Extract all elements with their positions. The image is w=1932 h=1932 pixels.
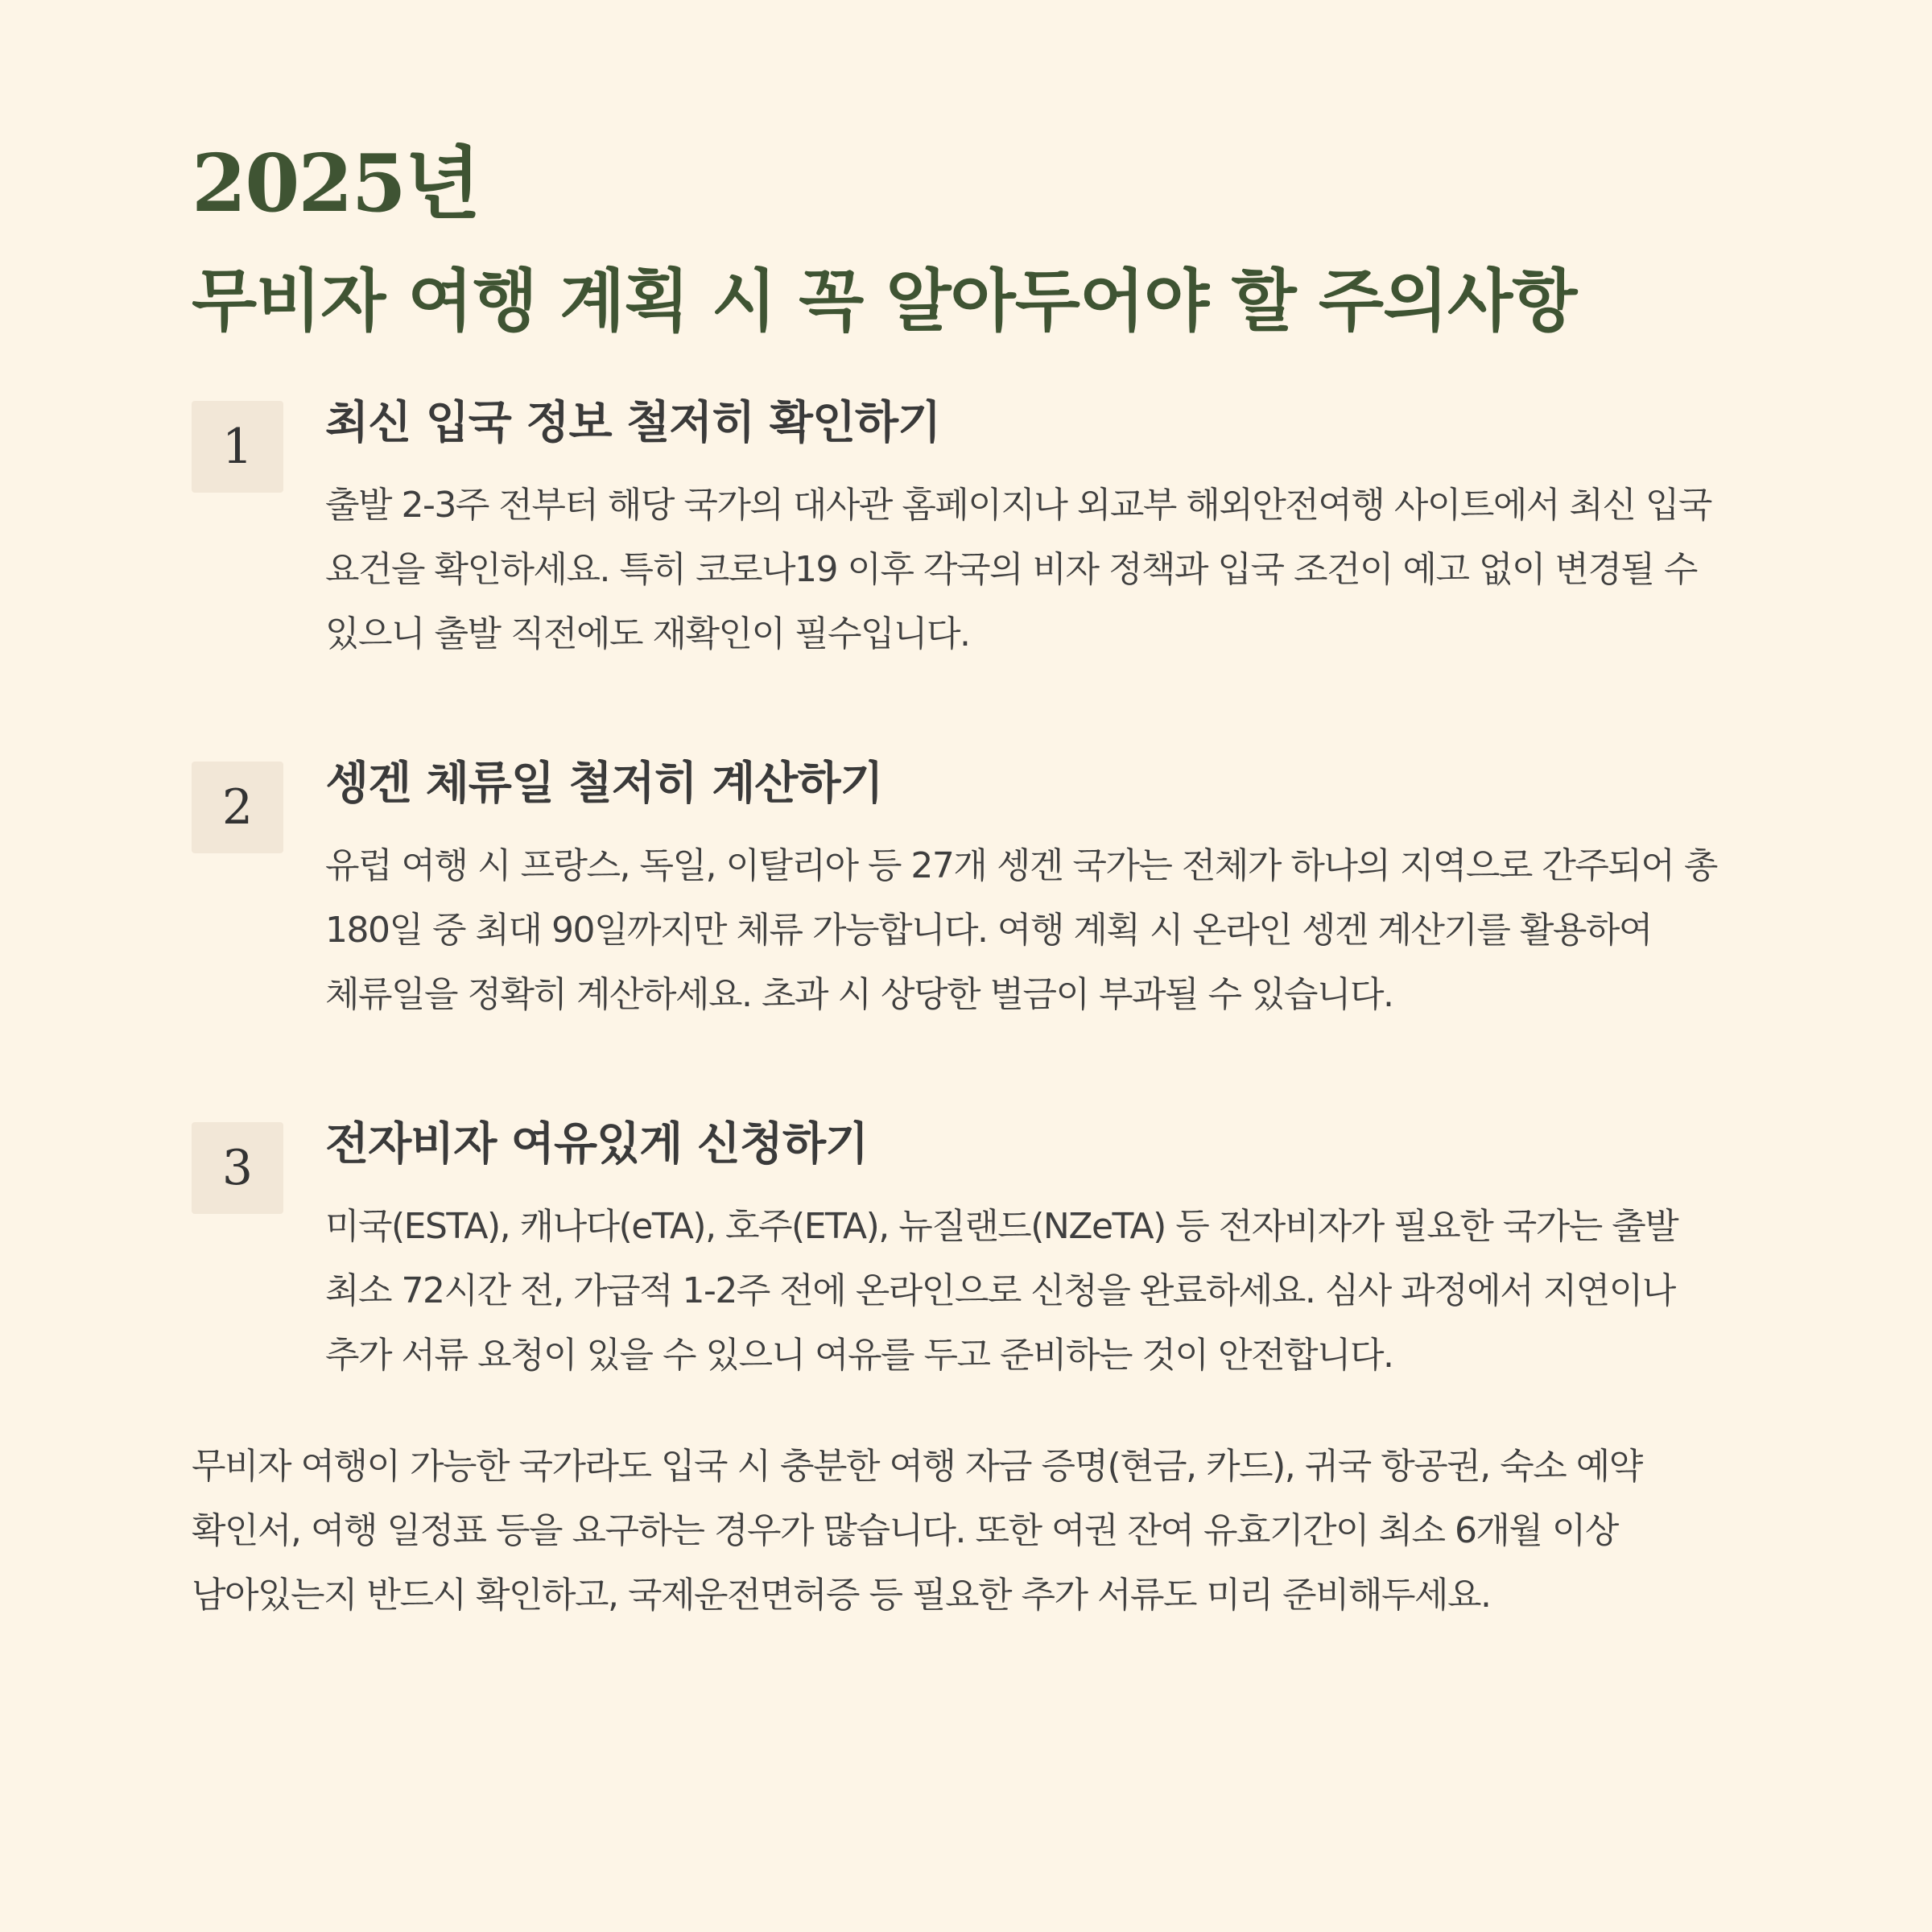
tip-number-badge: 1: [192, 401, 283, 493]
tip-title: 최신 입국 정보 철저히 확인하기: [325, 397, 941, 449]
closing-paragraph: 무비자 여행이 가능한 국가라도 입국 시 충분한 여행 자금 증명(현금, 카드), 귀국 항공권, 숙소 예약 확인서, 여행 일정표 등을 요구하는 경우가 많습니다. 또한 여권 잔여 유효기간이 최소 6개월 이상 남아있는지 반드시 확인하고, 국제운전면허증 등 필요한 추가 서류도 미리 준비해두세요.: [192, 1446, 1642, 1616]
tip-title: 셍겐 체류일 철저히 계산하기: [325, 758, 883, 810]
tip-number-badge: 2: [192, 762, 283, 853]
page-content: [192, 138, 1745, 1628]
year-heading: 2025년: [192, 138, 480, 230]
tip-number-badge: 3: [192, 1122, 283, 1214]
tip-item-1: [192, 397, 1745, 667]
tip-item-3: [192, 1118, 1745, 1388]
tip-body: 유럽 여행 시 프랑스, 독일, 이탈리아 등 27개 셍겐 국가는 전체가 하나의 지역으로 간주되어 총 180일 중 최대 90일까지만 체류 가능합니다. 여행 계획 시 온라인 셍겐 계산기를 활용하여 체류일을 정확히 계산하세요. 초과 시 상당한 벌금이 부과될 수 있습니다.: [325, 845, 1717, 1015]
tip-item-2: [192, 758, 1745, 1027]
tips-list: [192, 397, 1745, 1388]
page-title: 무비자 여행 계획 시 꼭 알아두어야 할 주의사항: [192, 262, 1577, 341]
tip-title: 전자비자 여유있게 신청하기: [325, 1118, 869, 1170]
tip-body: 미국(ESTA), 캐나다(eTA), 호주(ETA), 뉴질랜드(NZeTA) 등 전자비자가 필요한 국가는 출발 최소 72시간 전, 가급적 1-2주 전에 온라인으로 신청을 완료하세요. 심사 과정에서 지연이나 추가 서류 요청이 있을 수 있으니 여유를 두고 준비하는 것이 안전합니다.: [325, 1206, 1678, 1376]
tip-body: 출발 2-3주 전부터 해당 국가의 대사관 홈페이지나 외교부 해외안전여행 사이트에서 최신 입국 요건을 확인하세요. 특히 코로나19 이후 각국의 비자 정책과 입국 조건이 예고 없이 변경될 수 있으니 출발 직전에도 재확인이 필수입니다.: [325, 485, 1711, 654]
